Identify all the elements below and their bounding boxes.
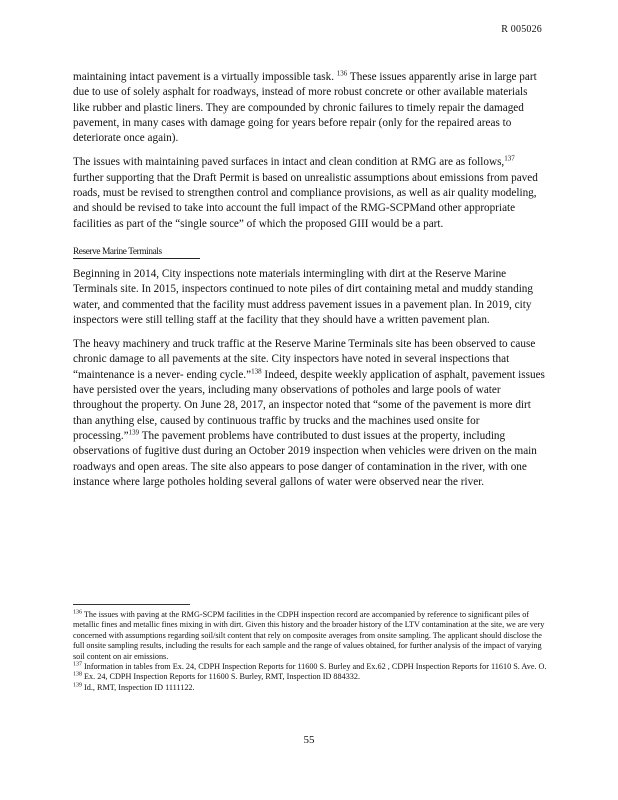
footnotes — [73, 604, 547, 693]
footnote-136: $^{136}$ The issues with paving at the RMG-SCPM facilities in the CDPH inspection record are accompanied by reference to significant piles of metallic fines and metallic fines mixing in with dirt. Given this history and the broader history of the LTV contamination at the site, we are very concerned with assumptions regarding soil/silt content that rely on composite averages from onsite sampling. The applicant should disclose the full onsite sampling results, including the results for each sample and the range of values obtained, for further analysis of the impact of varying soil content on air emissions. — [73, 609, 545, 661]
footnote-ref-137[interactable]: 137 — [504, 154, 515, 163]
page-number: 55 — [303, 734, 315, 746]
paragraph-1: maintaining intact pavement is a virtually impossible task. $^{136}$ These issues apparently arise in large part due to use of solely asphalt for roadways, instead of more robust concrete or other available materials like rubber and plastic liners. They are compounded by chronic failures to timely repair the damaged pavement, in many cases with damage going for years before repair (only for the repaired areas to deteriorate once again). — [73, 69, 537, 145]
section-heading: Reserve Marine Terminals — [73, 246, 200, 259]
paragraph-2: The issues with maintaining paved surfaces in intact and clean condition at RMG are as follows,$^{137}$ further supporting that the Draft Permit is based on unrealistic assumptions about emissions from paved roads, must be revised to strengthen control and compliance provisions, as well as air quality modeling, and should be revised to take into account the full impact of the RMG-SCPMand other appropriate facilities as part of the “single source” of which the proposed GIII would be a part. — [73, 154, 538, 230]
footnote-ref-138[interactable]: 138 — [251, 367, 262, 376]
footnote-ref-136[interactable]: 136 — [336, 69, 348, 78]
footnote-137: $^{137}$ Information in tables from Ex. 24, CDPH Inspection Reports for 11600 S. Burley and Ex.62 , CDPH Inspection Reports for 11610 S. Ave. O. — [73, 661, 547, 672]
paragraph-3: Beginning in 2014, City inspections note materials intermingling with dirt at the Reserve Marine Terminals site. In 2015, inspectors continued to note piles of dirt containing metal and muddy standing water, and commented that the facility must address pavement issues in a pavement plan. In 2019, city inspectors were still telling staff at the facility that they should have a written pavement plan. — [73, 267, 533, 326]
paragraph-4: The heavy machinery and truck traffic at the Reserve Marine Terminals site has been observed to cause chronic damage to all pavements at the site. City inspectors have noted in several inspections that “maintenance is a never- ending cycle.”$^{138}$ Indeed, despite weekly application of asphalt, pavement issues have persisted over the years, including many observations of potholes and large pools of water throughout the property. On June 28, 2017, an inspector noted that “some of the pavement is more dirt than anything else, caused by continuous traffic by trucks and the machines used onsite for processing.”$^{139}$ The pavement problems have contributed to dust issues at the property, including observations of fugitive dust during an October 2019 inspection when vehicles were driven on the main roadways and open areas. The site also appears to pose danger of contamination in the river, with one instance where large potholes holding several gallons of water were observed near the river. — [73, 338, 545, 488]
document-body — [73, 70, 545, 499]
footnote-separator — [73, 604, 190, 605]
bates-number: R 005026 — [501, 24, 542, 35]
footnote-ref-139[interactable]: 139 — [128, 428, 140, 437]
footnote-139: $^{139}$ Id., RMT, Inspection ID 1111122. — [73, 682, 195, 692]
footnote-138: $^{138}$ Ex. 24, CDPH Inspection Reports for 11600 S. Burley, RMT, Inspection ID 884332. — [73, 671, 361, 682]
